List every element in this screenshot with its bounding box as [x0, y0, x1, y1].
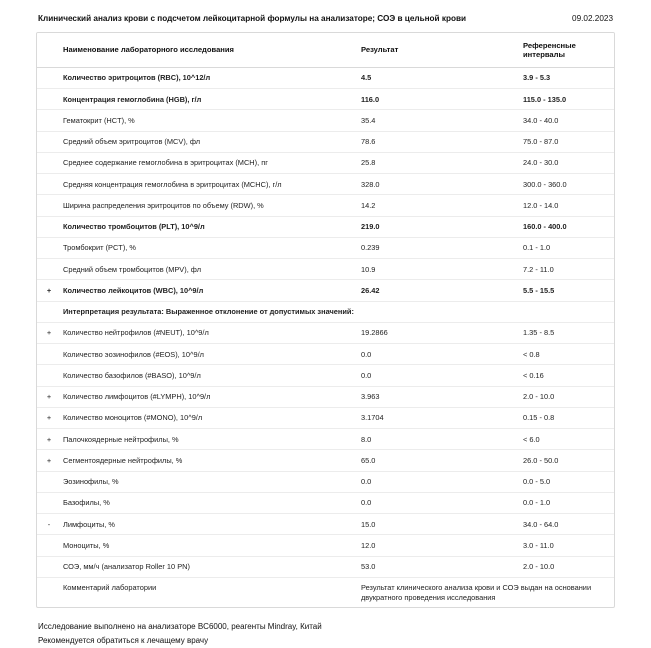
- table-row: [37, 67, 614, 88]
- row-result: 3.963: [355, 386, 517, 407]
- lab-results-table-container: [36, 32, 615, 609]
- row-reference: 2.0 - 10.0: [517, 386, 614, 407]
- table-row: [37, 429, 614, 450]
- footer-line-analyzer: Исследование выполнено на анализаторе BC6000, реагенты Mindray, Китай: [38, 622, 322, 632]
- row-result: 65.0: [355, 450, 517, 471]
- row-sign-plus: +: [37, 450, 57, 471]
- row-reference: 3.9 - 5.3: [517, 67, 614, 88]
- row-sign: [37, 110, 57, 131]
- row-reference: 300.0 - 360.0: [517, 174, 614, 195]
- row-sign-plus: +: [37, 280, 57, 301]
- table-row: [37, 131, 614, 152]
- row-reference: 34.0 - 64.0: [517, 514, 614, 535]
- row-sign: [37, 195, 57, 216]
- lab-comment-text: Результат клинического анализа крови и СОЭ выдан на основании двукратного проведения исследования: [361, 583, 592, 602]
- table-row: [37, 110, 614, 131]
- row-result: 10.9: [355, 259, 517, 280]
- row-name: Моноциты, %: [57, 535, 355, 556]
- row-result: 0.0: [355, 471, 517, 492]
- table-row: [37, 471, 614, 492]
- row-reference: 26.0 - 50.0: [517, 450, 614, 471]
- row-sign-plus: +: [37, 429, 57, 450]
- row-name: Количество базофилов (#BASO), 10^9/л: [57, 365, 355, 386]
- row-name: Ширина распределения эритроцитов по объему (RDW), %: [57, 195, 355, 216]
- note-sign: [37, 301, 57, 322]
- row-result: 4.5: [355, 67, 517, 88]
- row-reference: 5.5 - 15.5: [517, 280, 614, 301]
- row-result: 0.0: [355, 492, 517, 513]
- column-header-result: Результат: [355, 33, 517, 68]
- row-sign-plus: +: [37, 407, 57, 428]
- row-reference: 2.0 - 10.0: [517, 556, 614, 577]
- row-reference: 24.0 - 30.0: [517, 152, 614, 173]
- table-row: [37, 195, 614, 216]
- row-sign: [37, 259, 57, 280]
- row-reference: 7.2 - 11.0: [517, 259, 614, 280]
- column-header-sign: [37, 33, 57, 68]
- row-sign: [37, 89, 57, 110]
- row-result: 328.0: [355, 174, 517, 195]
- row-reference: 34.0 - 40.0: [517, 110, 614, 131]
- row-result: 25.8: [355, 152, 517, 173]
- table-header-row: [37, 33, 614, 68]
- table-row: [37, 237, 614, 258]
- row-sign: [37, 365, 57, 386]
- row-sign: [37, 344, 57, 365]
- row-sign: [37, 492, 57, 513]
- row-sign-plus: +: [37, 322, 57, 343]
- row-sign-minus: -: [37, 514, 57, 535]
- row-reference: 1.35 - 8.5: [517, 322, 614, 343]
- report-footer: [36, 608, 615, 648]
- row-name: Количество лейкоцитов (WBC), 10^9/л: [57, 280, 355, 301]
- interpretation-note-row: [37, 301, 614, 322]
- table-row: [37, 280, 614, 301]
- row-result: 15.0: [355, 514, 517, 535]
- row-name: Эозинофилы, %: [57, 471, 355, 492]
- lab-comment-label: Комментарий лаборатории: [63, 583, 157, 593]
- row-reference: 12.0 - 14.0: [517, 195, 614, 216]
- row-result: 35.4: [355, 110, 517, 131]
- report-header: [36, 10, 615, 32]
- row-name: Гематокрит (HCT), %: [57, 110, 355, 131]
- table-row: [37, 492, 614, 513]
- row-result: 0.0: [355, 365, 517, 386]
- row-name: СОЭ, мм/ч (анализатор Roller 10 PN): [57, 556, 355, 577]
- row-sign: [37, 67, 57, 88]
- row-reference: 75.0 - 87.0: [517, 131, 614, 152]
- row-sign: [37, 471, 57, 492]
- table-row: [37, 407, 614, 428]
- row-name: Среднее содержание гемоглобина в эритроцитах (MCH), пг: [57, 152, 355, 173]
- table-row: [37, 450, 614, 471]
- row-name: Количество эозинофилов (#EOS), 10^9/л: [57, 344, 355, 365]
- row-name: Средний объем тромбоцитов (MPV), фл: [57, 259, 355, 280]
- row-name: Количество моноцитов (#MONO), 10^9/л: [57, 407, 355, 428]
- row-sign: [37, 174, 57, 195]
- row-sign-plus: +: [37, 386, 57, 407]
- row-name: Сегментоядерные нейтрофилы, %: [57, 450, 355, 471]
- row-result: 8.0: [355, 429, 517, 450]
- row-name: Базофилы, %: [57, 492, 355, 513]
- table-row: [37, 216, 614, 237]
- row-result: 219.0: [355, 216, 517, 237]
- row-name: Средняя концентрация гемоглобина в эритроцитах (MCHC), г/л: [57, 174, 355, 195]
- row-sign: [37, 237, 57, 258]
- table-row: [37, 535, 614, 556]
- table-row: [37, 556, 614, 577]
- row-name: Средний объем эритроцитов (MCV), фл: [57, 131, 355, 152]
- footer-line-recommendation: Рекомендуется обратиться к лечащему врачу: [38, 636, 209, 646]
- row-result: 78.6: [355, 131, 517, 152]
- row-reference: 115.0 - 135.0: [517, 89, 614, 110]
- row-result: 3.1704: [355, 407, 517, 428]
- row-result: 26.42: [355, 280, 517, 301]
- table-row: [37, 322, 614, 343]
- row-reference: 0.0 - 1.0: [517, 492, 614, 513]
- row-reference: < 6.0: [517, 429, 614, 450]
- row-reference: 0.15 - 0.8: [517, 407, 614, 428]
- row-reference: < 0.8: [517, 344, 614, 365]
- row-sign: [37, 131, 57, 152]
- row-name: Количество эритроцитов (RBC), 10^12/л: [57, 67, 355, 88]
- row-reference: 3.0 - 11.0: [517, 535, 614, 556]
- row-sign: [37, 216, 57, 237]
- row-result: 14.2: [355, 195, 517, 216]
- row-result: 12.0: [355, 535, 517, 556]
- row-name: Количество нейтрофилов (#NEUT), 10^9/л: [57, 322, 355, 343]
- table-row: [37, 365, 614, 386]
- row-name: Концентрация гемоглобина (HGB), г/л: [57, 89, 355, 110]
- interpretation-note: Интерпретация результата: Выраженное отклонение от допустимых значений:: [57, 301, 614, 322]
- column-header-name: Наименование лабораторного исследования: [57, 33, 355, 68]
- row-result: 0.239: [355, 237, 517, 258]
- comment-sign: [37, 577, 57, 607]
- table-row: [37, 386, 614, 407]
- row-result: 19.2866: [355, 322, 517, 343]
- table-body: [37, 67, 614, 607]
- page-title: Клинический анализ крови с подсчетом лейкоцитарной формулы на анализаторе; СОЭ в цельной крови: [38, 14, 467, 23]
- row-sign: [37, 152, 57, 173]
- row-name: Количество лимфоцитов (#LYMPH), 10^9/л: [57, 386, 355, 407]
- row-result: 116.0: [355, 89, 517, 110]
- lab-results-table: [37, 33, 614, 608]
- table-row: [37, 514, 614, 535]
- table-row: [37, 152, 614, 173]
- table-header: [37, 33, 614, 68]
- row-name: Тромбокрит (PCT), %: [57, 237, 355, 258]
- row-name: Лимфоциты, %: [57, 514, 355, 535]
- row-name: Количество тромбоцитов (PLT), 10^9/л: [57, 216, 355, 237]
- table-row: [37, 89, 614, 110]
- row-sign: [37, 556, 57, 577]
- row-reference: < 0.16: [517, 365, 614, 386]
- table-row: [37, 259, 614, 280]
- row-reference: 0.0 - 5.0: [517, 471, 614, 492]
- row-sign: [37, 535, 57, 556]
- report-date: 09.02.2023: [572, 14, 613, 23]
- row-result: 0.0: [355, 344, 517, 365]
- row-reference: 0.1 - 1.0: [517, 237, 614, 258]
- table-row: [37, 174, 614, 195]
- row-name: Палочкоядерные нейтрофилы, %: [57, 429, 355, 450]
- lab-comment-row: [37, 577, 614, 607]
- row-reference: 160.0 - 400.0: [517, 216, 614, 237]
- row-result: 53.0: [355, 556, 517, 577]
- column-header-reference: Референсные интервалы: [517, 33, 614, 68]
- table-row: [37, 344, 614, 365]
